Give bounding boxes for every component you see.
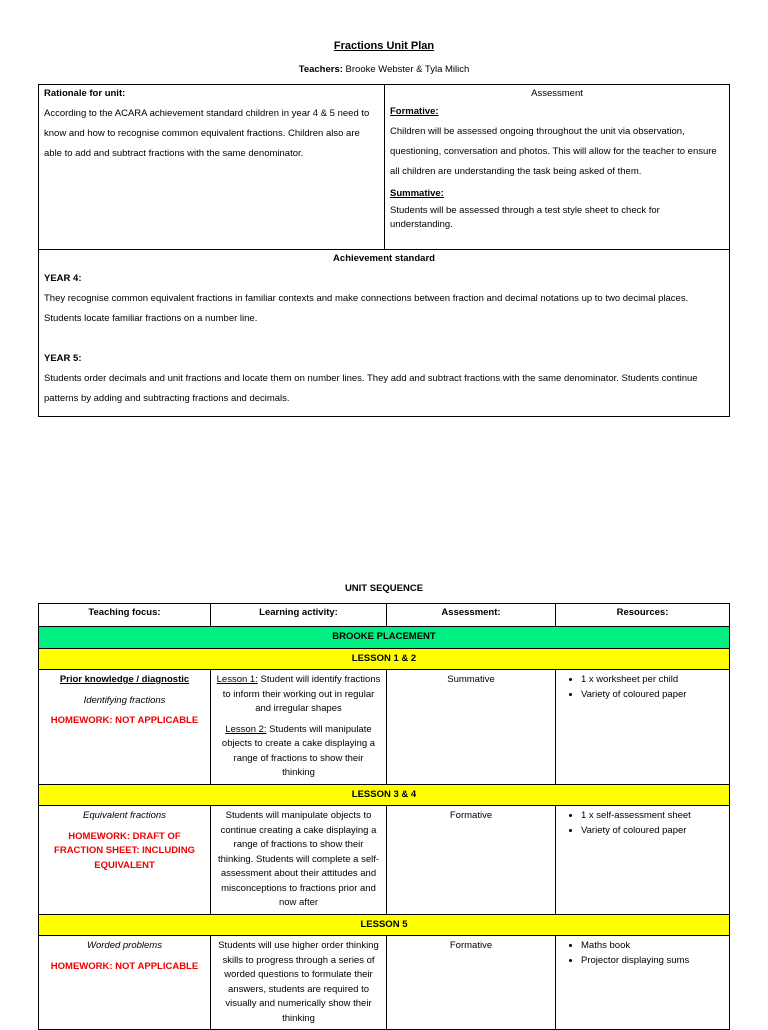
teaching-focus-cell (39, 806, 211, 915)
formative-text: Children will be assessed ongoing throughout the unit via observation, questioning, conversation and photos. This will allow for the teacher to ensure all children are understanding the task being asked of them. (390, 126, 717, 177)
overview-table (38, 84, 730, 417)
assessment-cell (385, 85, 730, 250)
resources-cell (556, 936, 730, 1030)
resources-list (561, 809, 724, 838)
activity-lesson-2 (216, 723, 381, 781)
placement-row (39, 627, 730, 649)
learning-activity-cell: Students will manipulate objects to continue creating a cake displaying a range of fractions to show their thinking. Students will complete a self-assessment about their attitudes and misconceptions to fractions prior and now after (211, 806, 387, 915)
focus-subtitle: Equivalent fractions (83, 810, 166, 821)
teachers-names: Brooke Webster & Tyla Milich (342, 64, 470, 75)
rationale-cell (39, 85, 385, 250)
resource-item: • Projector displaying sums (581, 954, 724, 969)
lesson-band: LESSON 5 (39, 914, 730, 936)
summative-text: Students will be assessed through a test style sheet to check for understanding. (390, 205, 660, 230)
summative-label: Summative: (390, 188, 444, 199)
lesson-band-row (39, 784, 730, 806)
sequence-header-row (39, 604, 730, 627)
unit-sequence-title: UNIT SEQUENCE (344, 583, 424, 594)
teaching-focus-cell (39, 670, 211, 785)
resource-item: • Variety of coloured paper (581, 688, 724, 703)
learning-activity-cell (211, 670, 387, 785)
resources-list (561, 939, 724, 968)
resources-cell (556, 670, 730, 785)
year5-text: Students order decimals and unit fractions and locate them on number lines. They add and subtract fractions with the same denominator. Students continue patterns by adding and subtracting fractions and decimals. (44, 373, 698, 404)
homework-note: HOMEWORK: NOT APPLICABLE (50, 715, 199, 726)
teaching-focus-cell (39, 936, 211, 1030)
year4-label: YEAR 4: (44, 273, 82, 284)
header-learning-activity: Learning activity: (211, 604, 387, 627)
assessment-type-cell: Summative (387, 670, 556, 785)
resource-item: • 1 x self-assessment sheet (581, 809, 724, 824)
achievement-cell (39, 250, 730, 417)
year5-label: YEAR 5: (44, 353, 82, 364)
activity-lesson-1-text: Student will identify fractions to inform their working out in regular and irregular shapes (222, 674, 381, 714)
lesson-band-row (39, 648, 730, 670)
lesson-band: LESSON 1 & 2 (39, 648, 730, 670)
lesson-band: LESSON 3 & 4 (39, 784, 730, 806)
activity-lesson-1 (216, 673, 381, 717)
assessment-type-cell: Formative (387, 936, 556, 1030)
activity-lesson-1-label: Lesson 1: (216, 674, 258, 685)
teachers-label: Teachers: (298, 64, 343, 75)
focus-title: Prior knowledge / diagnostic (59, 674, 190, 685)
teachers-line (0, 64, 768, 75)
lesson-row (39, 806, 730, 915)
header-resources: Resources: (556, 604, 730, 627)
assessment-type-cell: Formative (387, 806, 556, 915)
assessment-heading: Assessment (531, 88, 583, 99)
resources-cell (556, 806, 730, 915)
year4-text: They recognise common equivalent fractions in familiar contexts and make connections between fraction and decimal notations up to two decimal places. Students locate familiar fractions on a number line. (44, 293, 689, 324)
focus-subtitle: Worded problems (87, 940, 162, 951)
focus-subtitle: Identifying fractions (83, 694, 166, 706)
resource-item: • Maths book (581, 939, 724, 954)
lesson-row (39, 670, 730, 785)
activity-lesson-2-text: Students will manipulate objects to create a cake displaying a range of fractions to show their thinking (221, 723, 376, 778)
resource-item: • 1 x worksheet per child (581, 673, 724, 688)
header-teaching-focus: Teaching focus: (39, 604, 211, 627)
header-assessment: Assessment: (387, 604, 556, 627)
lesson-band-row (39, 914, 730, 936)
activity-lesson-2-label: Lesson 2: (225, 723, 267, 735)
rationale-heading: Rationale for unit: (44, 88, 126, 99)
resources-list (561, 673, 724, 702)
document-title: Fractions Unit Plan (333, 40, 435, 52)
learning-activity-cell: Students will use higher order thinking skills to progress through a series of worded questions to formulate their answers, students are required to visually and numerically show their thinking (211, 936, 387, 1030)
homework-note: HOMEWORK: DRAFT OF FRACTION SHEET: INCLUDING EQUIVALENT (54, 830, 195, 871)
resource-item: • Variety of coloured paper (581, 824, 724, 839)
formative-label: Formative: (390, 106, 439, 117)
achievement-heading: Achievement standard (333, 253, 435, 264)
rationale-text: According to the ACARA achievement standard children in year 4 & 5 need to know and how to recognise common equivalent fractions. Children also are able to add and subtract fractions with the same denominator. (44, 108, 370, 159)
homework-note: HOMEWORK: NOT APPLICABLE (50, 960, 199, 972)
unit-sequence-table (38, 603, 730, 1030)
placement-band: BROOKE PLACEMENT (39, 627, 730, 649)
lesson-row (39, 936, 730, 1030)
